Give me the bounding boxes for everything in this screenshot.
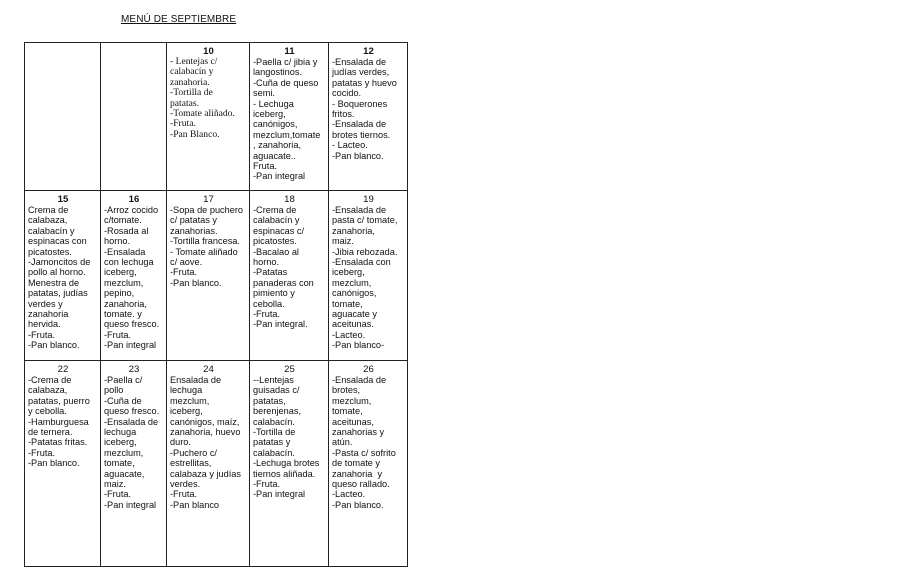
menu-line: -Crema de	[253, 205, 297, 215]
menu-line: -Pan blanco.	[332, 150, 384, 161]
menu-line: -Ensalada de	[332, 375, 387, 385]
menu-line: queso fresco.	[104, 319, 160, 330]
menu-line: semi.	[253, 88, 275, 99]
menu-line: con lechuga	[104, 257, 154, 268]
menu-line: --Lentejas	[253, 375, 294, 385]
day-cell-25	[250, 361, 329, 567]
menu-line: - Lacteo.	[332, 140, 368, 151]
menu-line: calabacín y	[170, 66, 214, 78]
menu-line: -Cuña de	[104, 395, 142, 406]
menu-line: mezclum,	[104, 277, 144, 288]
empty-day-cell	[101, 43, 167, 191]
menu-line: guisadas c/	[253, 385, 300, 396]
menu-line: horno.	[253, 257, 280, 268]
menu-line: queso fresco.	[104, 406, 160, 417]
menu-line: pimiento y	[253, 288, 295, 299]
menu-line: -Fruta.	[170, 489, 198, 500]
day-number: 12	[363, 46, 374, 57]
menu-line: y cebolla.	[28, 406, 67, 417]
menu-line: espinacas c/	[253, 225, 305, 236]
menu-line: aguacate..	[253, 150, 296, 161]
menu-line: -Crema de	[28, 375, 72, 385]
menu-line: -Tortilla de	[253, 427, 296, 438]
day-number: 25	[284, 364, 295, 375]
menu-line: zanahorias.	[170, 225, 218, 236]
menu-line: lechuga	[104, 427, 137, 438]
menu-line: - Lentejas c/	[170, 56, 218, 67]
menu-line: -Paella c/ jibia y	[253, 57, 318, 67]
week-row	[25, 43, 408, 191]
menu-line: zanahoria y	[332, 468, 383, 479]
menu-line: brotes,	[332, 385, 361, 396]
menu-line: patatas.	[170, 97, 200, 109]
day-cell-24	[167, 361, 250, 567]
menu-line: -Fruta.	[104, 329, 132, 340]
menu-line: zanahoria, huevo	[170, 427, 241, 438]
menu-line: iceberg,	[104, 437, 137, 448]
menu-line: iceberg,	[170, 406, 203, 417]
menu-line: -Ensalada	[104, 246, 146, 257]
day-cell-18	[250, 191, 329, 361]
menu-line: calabaza,	[28, 385, 68, 396]
day-number: 15	[57, 194, 69, 205]
menu-line: patatas,	[253, 395, 286, 406]
menu-line: c/tomate.	[104, 215, 142, 226]
menu-line: -Fruta.	[253, 309, 281, 320]
menu-line: maiz.	[104, 479, 126, 490]
menu-line: brotes tiernos.	[332, 129, 391, 140]
day-cell-23	[101, 361, 167, 567]
menu-line: -Puchero c/	[170, 447, 217, 458]
menu-line: -Tortilla de	[170, 87, 213, 99]
menu-line: - Boquerones	[332, 98, 388, 109]
menu-line: pepino,	[104, 288, 135, 299]
day-number: 23	[128, 364, 140, 375]
menu-line: tomate,	[332, 406, 363, 417]
day-number: 22	[57, 364, 69, 375]
menu-line: tomate. y	[104, 309, 142, 320]
menu-line: calabaza,	[28, 215, 68, 226]
menu-line: calabaza y judías	[170, 468, 241, 479]
menu-line: -Fruta.	[104, 489, 132, 500]
menu-line: mezclum,	[170, 395, 210, 406]
menu-line: cocido.	[332, 88, 362, 99]
menu-line: -Pan blanco.	[28, 340, 80, 351]
day-cell-19	[329, 191, 408, 361]
menu-line: -Ensalada de	[104, 416, 159, 427]
menu-line: -Arroz cocido	[104, 205, 159, 215]
menu-line: -Tortilla francesa.	[170, 236, 240, 247]
menu-line: espinacas con	[28, 236, 87, 247]
menu-line: -Hamburguesa	[28, 416, 89, 427]
menu-line: aguacate,	[104, 468, 145, 479]
menu-line: -Pan integral	[253, 489, 306, 500]
day-cell-12	[329, 43, 408, 191]
menu-line: calabacín.	[253, 447, 295, 458]
menu-line: -Paella c/	[104, 375, 143, 385]
day-cell-15	[25, 191, 101, 361]
menu-line: c/ aove.	[170, 257, 203, 268]
menu-line: aceitunas,	[332, 416, 374, 427]
menu-line: tomate,	[332, 298, 363, 309]
menu-line: -Pan blanco.	[28, 458, 80, 469]
menu-line: -Jamoncitos de	[28, 257, 91, 268]
menu-line: calabacín y	[253, 215, 300, 226]
week-row	[25, 361, 408, 567]
menu-line: -Patatas	[253, 267, 288, 278]
menu-line: c/ patatas y	[170, 215, 217, 226]
menu-line: patatas y huevo	[332, 77, 397, 88]
menu-calendar-table	[24, 42, 408, 567]
menu-line: zanahorias y	[332, 427, 385, 438]
day-number: 26	[363, 364, 374, 375]
menu-line: maiz.	[332, 236, 354, 247]
menu-line: mezclum,	[104, 447, 144, 458]
day-number: 17	[203, 194, 214, 205]
menu-line: mezclum,	[332, 395, 372, 406]
day-number: 10	[203, 46, 214, 57]
menu-line: canónigos,	[332, 288, 377, 299]
menu-line: panaderas con	[253, 277, 314, 288]
menu-line: berenjenas,	[253, 406, 302, 417]
menu-line: zanahoria.	[170, 76, 210, 88]
menu-line: estrellitas,	[170, 458, 212, 469]
menu-line: -Jibia rebozada.	[332, 246, 398, 257]
menu-line: de ternera.	[28, 427, 73, 438]
menu-line: -Patatas fritas.	[28, 437, 88, 448]
day-number: 11	[284, 46, 295, 57]
menu-line: aceitunas.	[332, 319, 374, 330]
menu-line: -Pan blanco	[170, 499, 220, 510]
menu-line: pollo al horno.	[28, 267, 86, 278]
menu-line: -Lacteo.	[332, 329, 366, 340]
menu-line: patatas y	[253, 437, 291, 448]
menu-line: -Pan integral	[104, 499, 157, 510]
menu-line: -Fruta.	[28, 329, 56, 340]
menu-line: -Pasta c/ sofrito	[332, 447, 396, 458]
menu-line: iceberg,	[332, 267, 365, 278]
menu-line: -Lacteo.	[332, 489, 366, 500]
day-cell-22	[25, 361, 101, 567]
menu-line: pasta c/ tomate,	[332, 215, 398, 226]
menu-line: canónigos, maíz,	[170, 416, 240, 427]
menu-line: duro.	[170, 437, 191, 448]
day-cell-17	[167, 191, 250, 361]
menu-line: -Pan integral	[104, 340, 157, 351]
menu-line: patatas, judías	[28, 288, 88, 299]
menu-line: -Ensalada de	[332, 205, 387, 215]
day-number: 16	[128, 194, 140, 205]
menu-line: -Sopa de puchero	[170, 205, 244, 215]
day-cell-11	[250, 43, 329, 191]
menu-line: -Pan Blanco.	[170, 128, 220, 140]
menu-line: cebolla.	[253, 298, 285, 309]
menu-line: zanahoria	[28, 309, 69, 320]
menu-line: verdes.	[170, 479, 201, 490]
menu-line: calabacín y	[28, 225, 75, 236]
week-row	[25, 191, 408, 361]
menu-line: fritos.	[332, 109, 355, 120]
menu-line: tomate,	[104, 458, 135, 469]
menu-line: lechuga	[170, 385, 203, 396]
menu-line: - Tomate aliñado	[170, 246, 238, 257]
menu-line: horno.	[104, 236, 131, 247]
menu-line: Menestra de	[28, 277, 80, 288]
menu-line: Crema de	[28, 205, 69, 215]
menu-line: - Lechuga	[253, 98, 294, 109]
menu-line: hervida.	[28, 319, 61, 330]
menu-line: -Fruta.	[28, 447, 56, 458]
menu-line: zanahoria,	[332, 225, 375, 236]
menu-line: -Pan integral	[253, 171, 306, 182]
menu-line: canónigos,	[253, 119, 298, 130]
menu-line: iceberg,	[104, 267, 137, 278]
menu-line: Ensalada de	[170, 375, 222, 385]
day-number: 19	[363, 194, 374, 205]
day-cell-10	[167, 43, 250, 191]
day-number: 24	[203, 364, 214, 375]
menu-line: picatostes.	[28, 246, 72, 257]
day-cell-16	[101, 191, 167, 361]
menu-line: -Tomate aliñado.	[170, 108, 235, 120]
menu-line: -Lechuga brotes	[253, 458, 320, 469]
menu-line: -Fruta.	[253, 479, 281, 490]
menu-line: de tomate y	[332, 458, 381, 469]
menu-line: zanahoria,	[104, 298, 147, 309]
menu-line: queso rallado.	[332, 479, 390, 490]
menu-line: -Ensalada de	[332, 57, 387, 67]
menu-line: iceberg,	[253, 109, 286, 120]
menu-line: mezclum,tomate	[253, 129, 321, 140]
menu-line: calabacín.	[253, 416, 295, 427]
menu-line: -Pan integral.	[253, 319, 308, 330]
menu-line: aguacate y	[332, 309, 377, 320]
menu-line: -Rosada al	[104, 225, 149, 236]
menu-line: -Fruta.	[170, 267, 198, 278]
menu-line: , zanahoria,	[253, 140, 302, 151]
menu-line: -Bacalao al	[253, 246, 299, 257]
menu-line: patatas, puerro	[28, 395, 90, 406]
menu-line: mezclum,	[332, 277, 372, 288]
menu-line: verdes y	[28, 298, 63, 309]
menu-line: pollo	[104, 385, 124, 396]
day-number: 18	[284, 194, 295, 205]
menu-line: -Pan blanco-	[332, 340, 385, 351]
empty-day-cell	[25, 43, 101, 191]
menu-line: picatostes.	[253, 236, 297, 247]
menu-line: atún.	[332, 437, 353, 448]
menu-line: -Fruta.	[170, 118, 196, 130]
menu-line: -Ensalada de	[332, 119, 387, 130]
menu-line: -Pan blanco.	[332, 499, 384, 510]
day-cell-26	[329, 361, 408, 567]
page-title: MENÚ DE SEPTIEMBRE	[121, 14, 237, 25]
menu-line: -Pan blanco.	[170, 277, 222, 288]
menu-line: langostinos.	[253, 67, 303, 78]
menu-line: -Ensalada con	[332, 257, 391, 268]
menu-line: Fruta.	[253, 161, 277, 172]
menu-line: -Cuña de queso	[253, 77, 319, 88]
menu-line: tiernos aliñada.	[253, 468, 316, 479]
menu-line: judías verdes,	[332, 67, 390, 78]
